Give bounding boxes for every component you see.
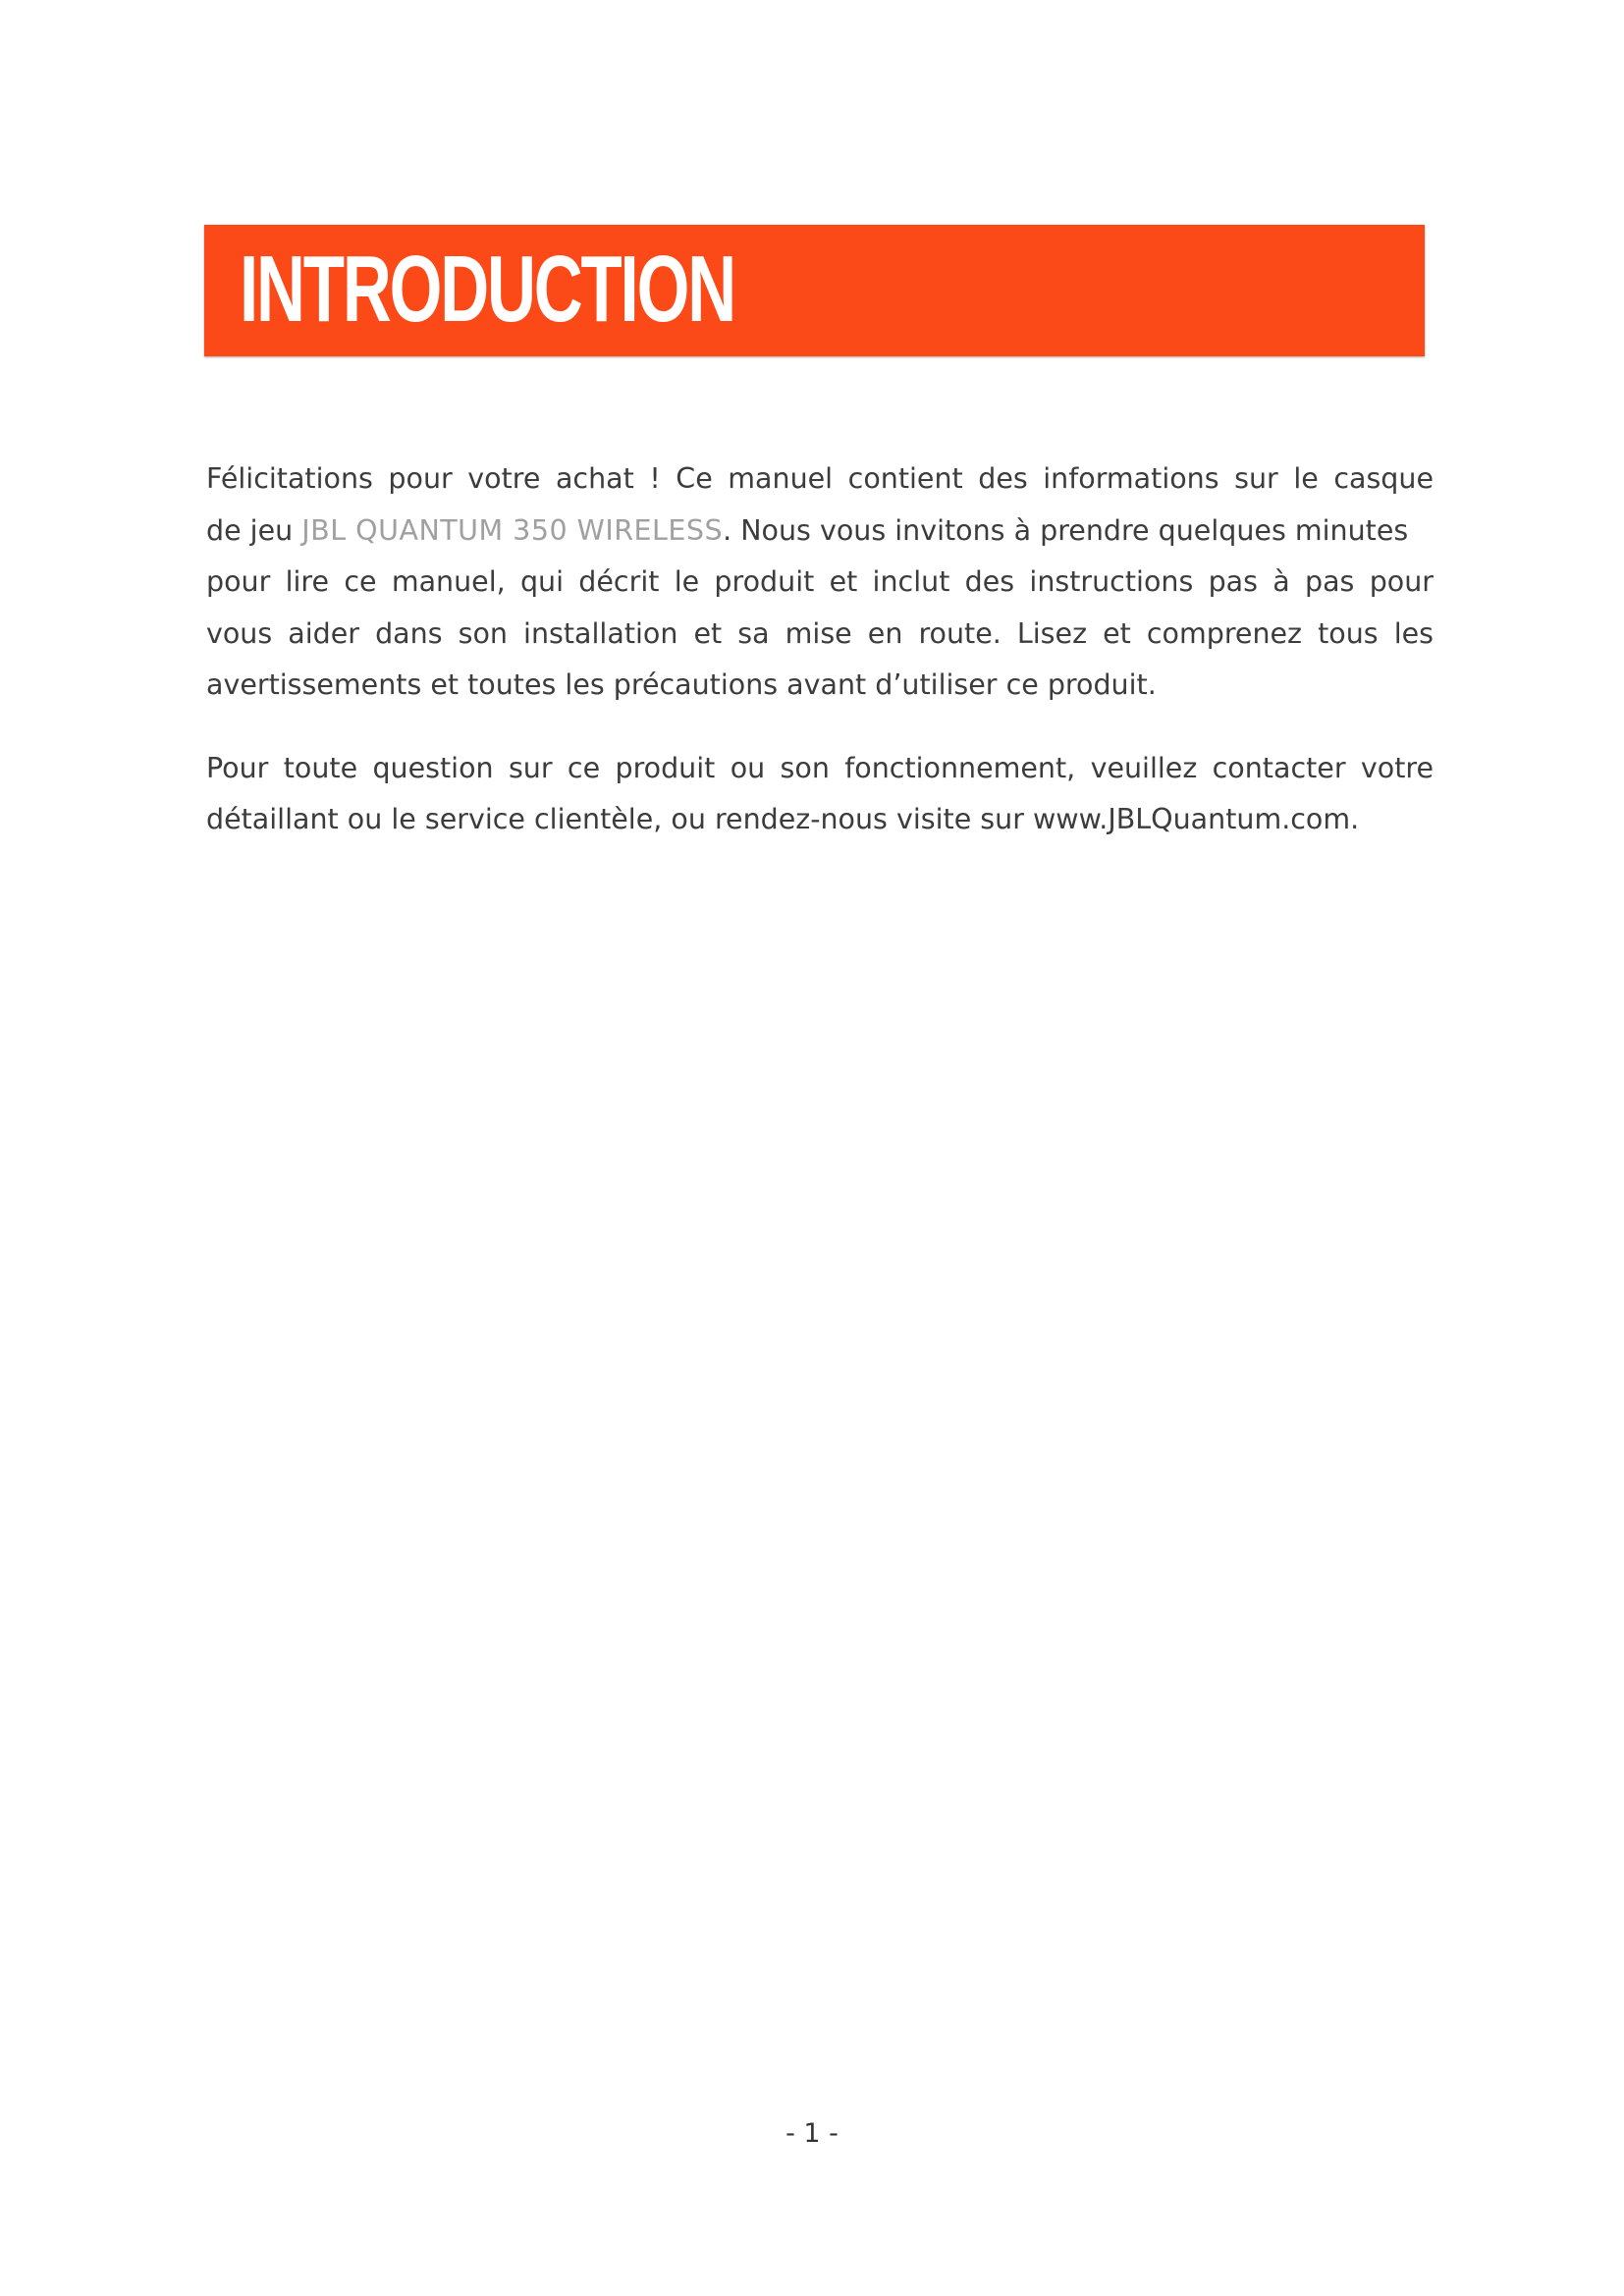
line-suffix: . Nous vous invitons à prendre quelques minutes <box>723 513 1409 547</box>
section-title: INTRODUCTION <box>240 237 734 342</box>
paragraph-line <box>206 506 1434 558</box>
paragraph-line: détaillant ou le service clientèle, ou rendez-nous visite sur www.JBLQuantum.com. <box>206 803 1360 835</box>
paragraph-line: avertissements et toutes les précautions avant d’utiliser ce produit. <box>206 668 1157 701</box>
page-number: - 1 - <box>785 2118 839 2149</box>
paragraph-line: Félicitations pour votre achat ! Ce manuel contient des informations sur le casque <box>206 462 1434 495</box>
page-content <box>206 454 1434 878</box>
intro-paragraph <box>206 454 1434 712</box>
section-banner <box>204 225 1425 356</box>
paragraph-line: Pour toute question sur ce produit ou son fonctionnement, veuillez contacter votre <box>206 751 1434 784</box>
paragraph-line: pour lire ce manuel, qui décrit le produit et inclut des instructions pas à pas pour <box>206 565 1434 598</box>
line-prefix: de jeu <box>206 513 302 547</box>
contact-paragraph <box>206 743 1434 846</box>
paragraph-line: vous aider dans son installation et sa mise en route. Lisez et comprenez tous les <box>206 616 1434 650</box>
product-name: JBL QUANTUM 350 WIRELESS <box>301 513 724 547</box>
